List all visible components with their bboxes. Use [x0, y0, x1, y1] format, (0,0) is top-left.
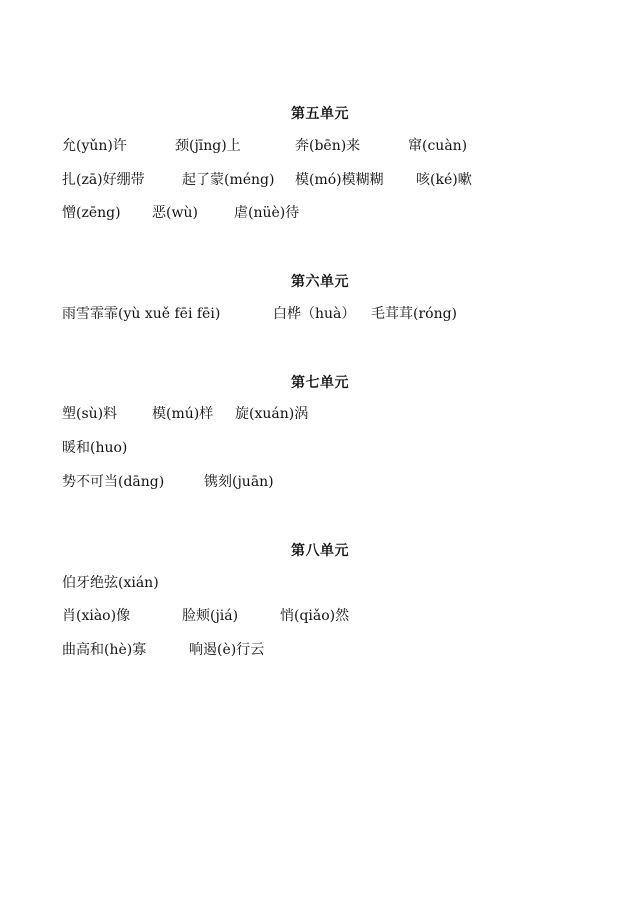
vocab-item: 颈(jīng)上 [175, 138, 241, 154]
vocab-item: 允(yǔn)许 [62, 138, 127, 154]
vocab-item: 模(mú)样 [152, 406, 214, 422]
vocab-item: 毛茸茸(róng) [371, 306, 458, 322]
section-title-unit-7: 第七单元 [291, 375, 349, 391]
vocab-item: 憎(zēng) [62, 205, 121, 221]
vocab-item: 脸颊(jiá) [182, 608, 239, 624]
vocab-item: 咳(ké)嗽 [416, 172, 472, 188]
vocab-item: 窜(cuàn) [408, 138, 468, 154]
section-title-unit-5: 第五单元 [291, 106, 349, 122]
vocab-item: 响遏(è)行云 [189, 642, 265, 658]
vocab-item: 肖(xiào)像 [62, 608, 131, 624]
vocab-item: 白桦（huà） [273, 306, 356, 322]
vocab-item: 曲高和(hè)寡 [62, 642, 147, 658]
vocab-item: 势不可当(dāng) [62, 474, 165, 490]
vocab-item: 模(mó)模糊糊 [295, 172, 384, 188]
section-title-unit-6: 第六单元 [291, 274, 349, 290]
vocab-item: 悄(qiǎo)然 [280, 608, 350, 624]
vocab-item: 起了蒙(méng) [182, 172, 275, 188]
vocab-item: 伯牙绝弦(xián) [62, 575, 159, 591]
vocab-item: 虐(nüè)待 [234, 205, 300, 221]
vocab-item: 塑(sù)料 [62, 406, 118, 422]
vocab-item: 恶(wù) [152, 205, 198, 221]
vocab-item: 雨雪霏霏(yù xuě fēi fēi) [62, 306, 221, 322]
vocab-item: 镌刻(juān) [204, 474, 274, 490]
vocab-item: 奔(bēn)来 [295, 138, 361, 154]
vocab-item: 旋(xuán)涡 [235, 406, 309, 422]
section-title-unit-8: 第八单元 [291, 543, 349, 559]
vocab-item: 扎(zā)好绷带 [62, 172, 145, 188]
vocab-item: 暖和(huo) [62, 440, 128, 456]
